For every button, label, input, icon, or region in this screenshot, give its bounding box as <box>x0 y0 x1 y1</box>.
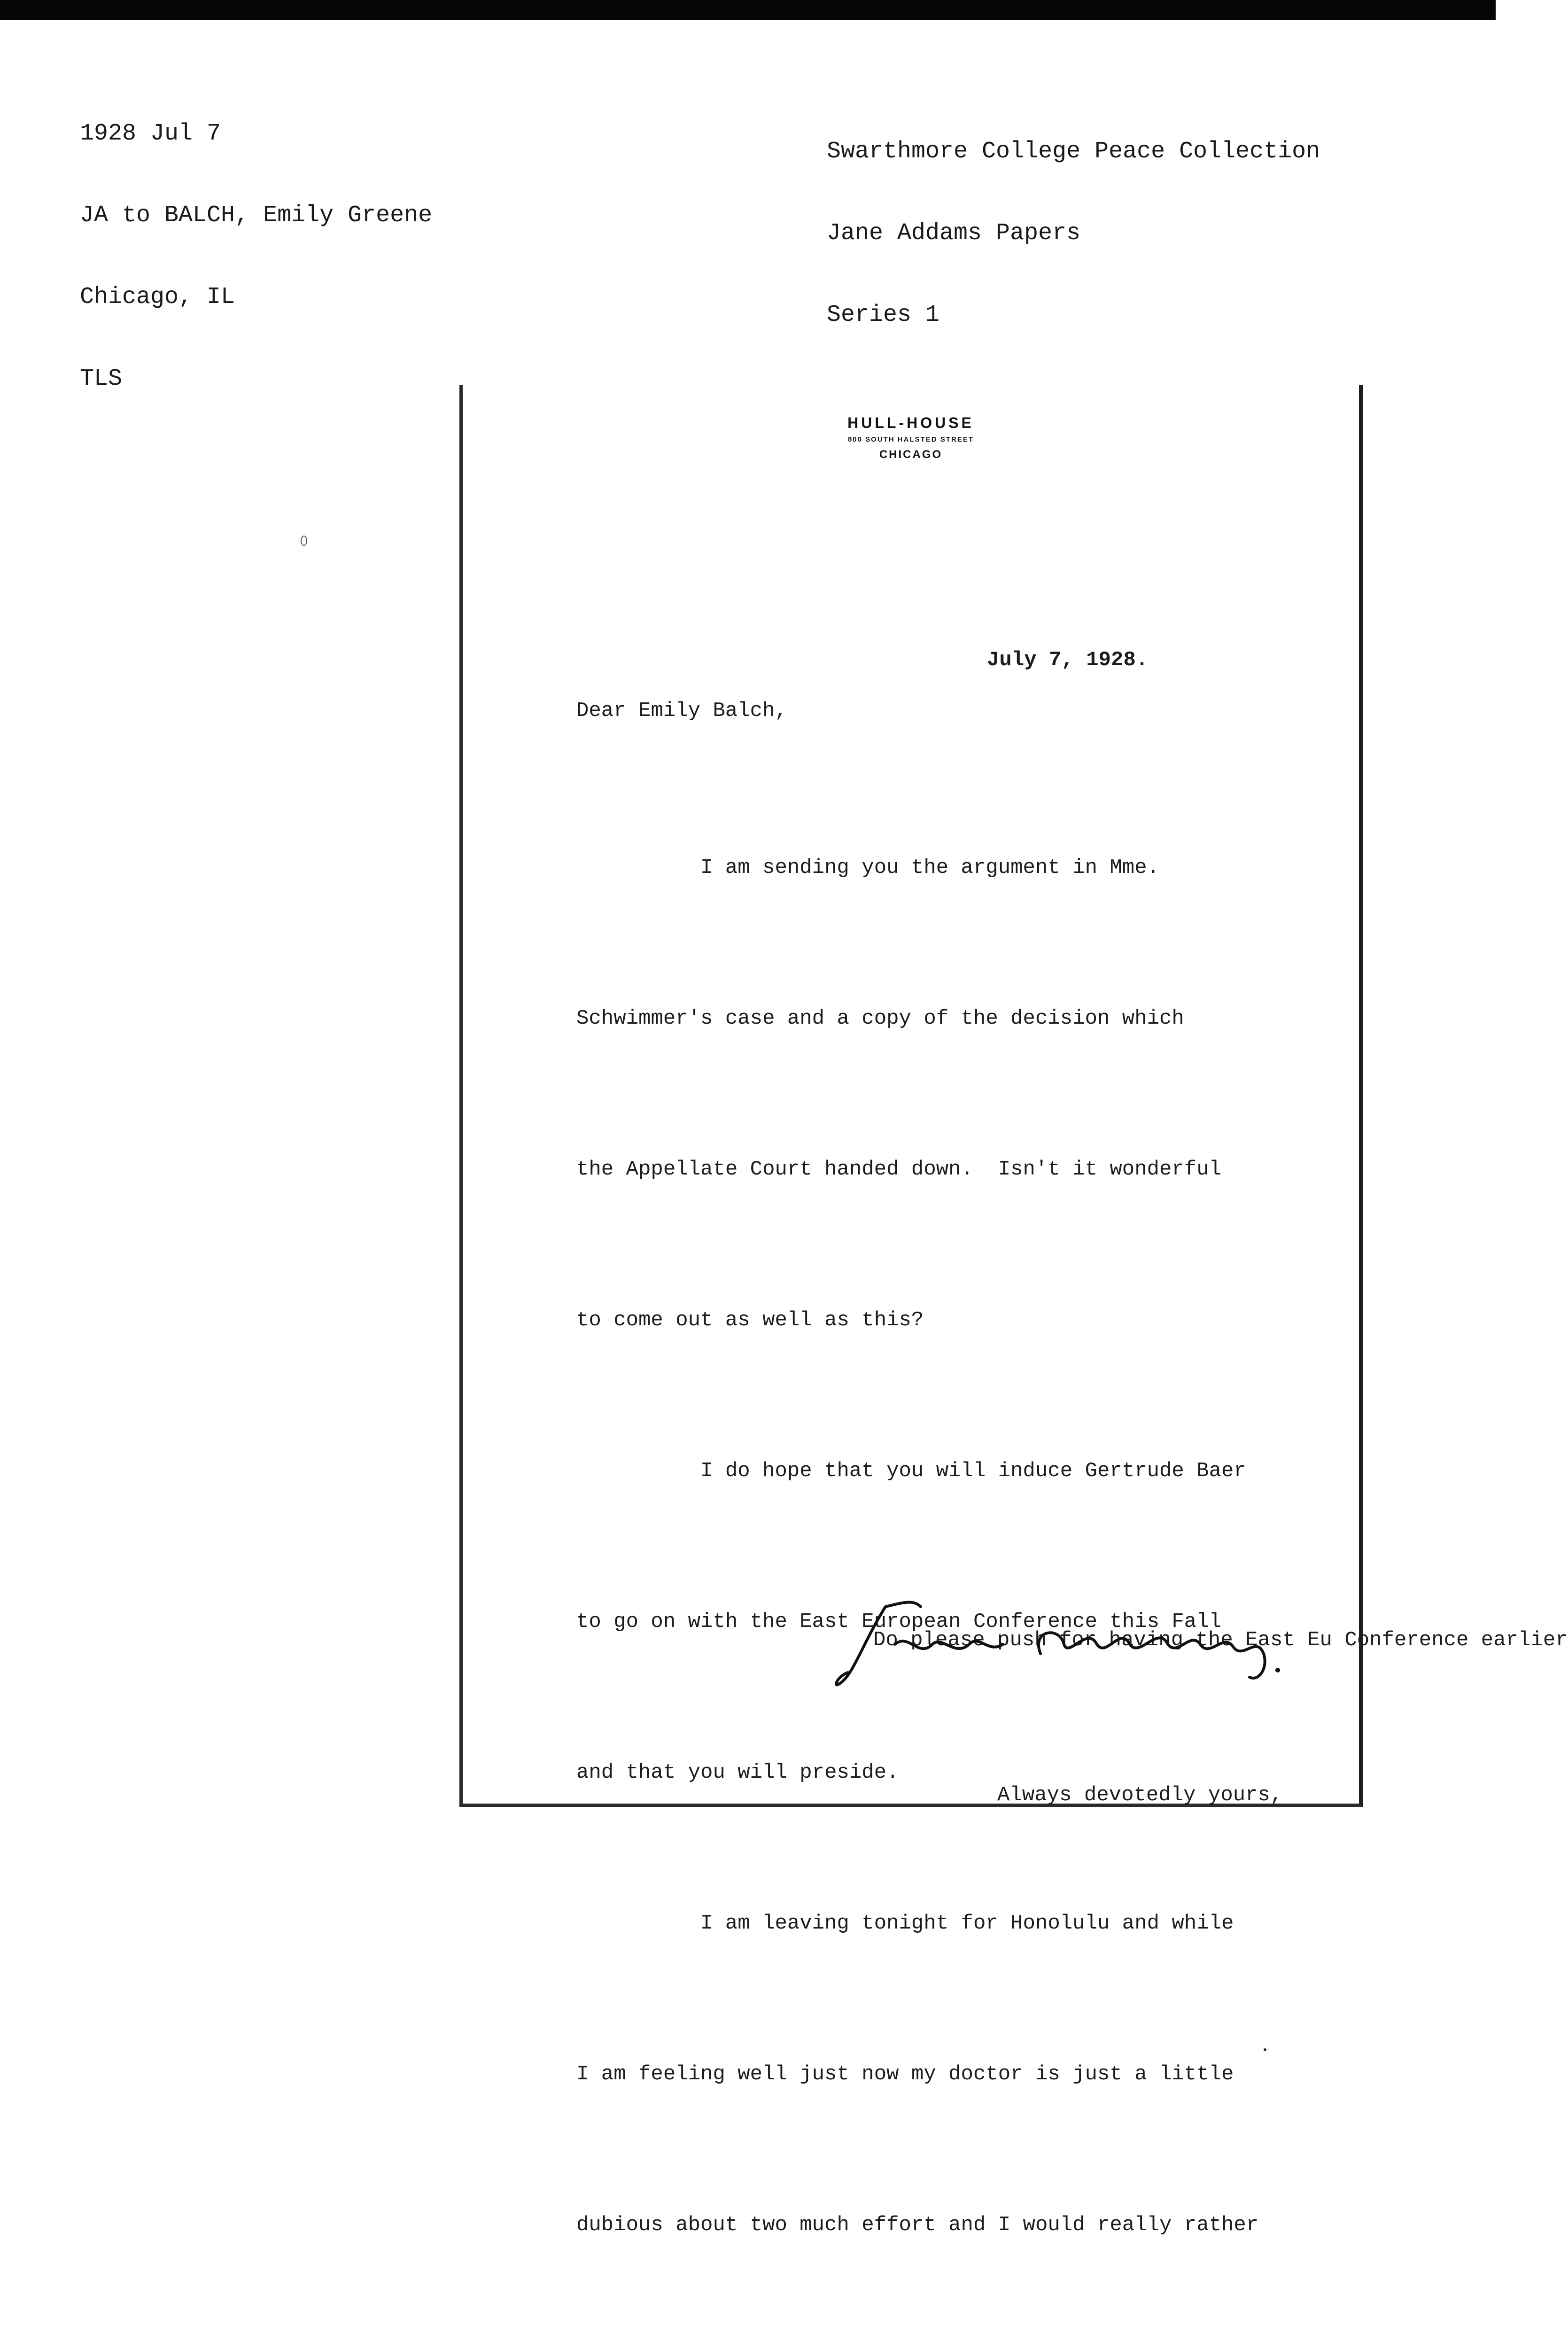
body-line: to come out as well as this? <box>576 1308 924 1332</box>
scan-top-border <box>0 0 1496 20</box>
catalog-label-left <box>80 66 432 420</box>
closing-valediction: Always devotedly yours, <box>873 1783 1283 1807</box>
scan-speck <box>301 536 307 546</box>
letter-page <box>459 385 1568 2237</box>
letterhead <box>463 414 1359 461</box>
body-line: I am leaving tonight for Honolulu and while <box>576 1912 1234 1935</box>
catalog-correspondents: JA to BALCH, Emily Greene <box>80 202 433 229</box>
body-line: dubious about two much effort and I would really rather <box>576 2213 1259 2237</box>
closing-request: Do please push for having the East Eu Conference earlier <box>873 1628 1568 1652</box>
letter-salutation: Dear Emily Balch, <box>576 699 787 723</box>
catalog-place: Chicago, IL <box>80 284 235 311</box>
body-line: the Appellate Court handed down. Isn't it wonderful <box>576 1158 1222 1181</box>
collection-name: Swarthmore College Peace Collection <box>827 138 1320 165</box>
body-line: Schwimmer's case and a copy of the decision which <box>576 1007 1184 1030</box>
letter-date: July 7, 1928. <box>987 648 1149 672</box>
handwritten-signature <box>834 1588 1304 1691</box>
body-line: I am feeling well just now my doctor is just a little <box>576 2062 1234 2086</box>
series-name: Series 1 <box>827 302 940 328</box>
body-line: I am sending you the argument in Mme. <box>576 856 1160 879</box>
letterhead-name: HULL-HOUSE <box>847 414 974 431</box>
papers-name: Jane Addams Papers <box>827 220 1081 247</box>
letter-closing <box>873 1511 1568 1924</box>
body-line: and that you will preside. <box>576 1761 899 1784</box>
letterhead-street: 800 SOUTH HALSTED STREET <box>847 436 974 443</box>
catalog-type: TLS <box>80 366 123 392</box>
catalog-label-right <box>827 84 1320 356</box>
body-line: to go on with the East European Conference this Fall <box>576 1610 1222 1633</box>
catalog-date: 1928 Jul 7 <box>80 120 221 147</box>
body-line: I do hope that you will induce Gertrude Baer <box>576 1459 1246 1483</box>
letterhead-city: CHICAGO <box>879 448 943 461</box>
